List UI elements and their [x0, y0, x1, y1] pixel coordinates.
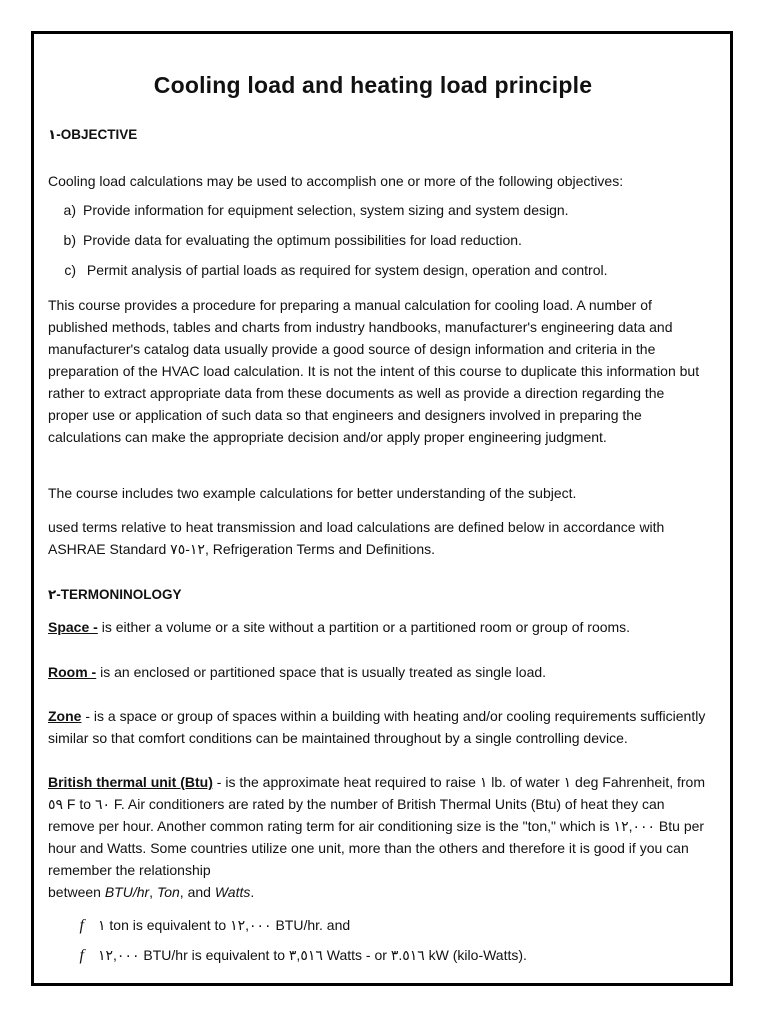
terms-paragraph: used terms relative to heat transmission and load calculations are defined below in accordance with ASHRAE Standard ١٢-٧٥, Refrigeration Terms and Definitions. — [48, 519, 665, 557]
between-text: between — [48, 884, 105, 900]
objective-item-a — [48, 200, 708, 220]
term-room: Room - — [48, 664, 97, 680]
definition-room — [48, 661, 708, 683]
definition-btu — [48, 771, 708, 881]
definition-space — [48, 616, 708, 638]
terminology-heading: ٢-TERMONINOLOGY — [48, 587, 182, 602]
page-frame — [31, 31, 733, 986]
separator: , and — [179, 884, 215, 900]
list-marker: a) — [63, 202, 76, 218]
definition-text: is an enclosed or partitioned space that is usually treated as single load. — [96, 664, 547, 680]
unit-watts: Watts — [214, 884, 251, 900]
bullet-item-1 — [48, 914, 708, 937]
term-btu: British thermal unit (Btu) — [48, 774, 213, 790]
list-marker: b) — [63, 232, 76, 248]
term-zone: Zone — [48, 708, 82, 724]
objective-item-c — [48, 260, 708, 280]
objective-heading: ١-OBJECTIVE — [48, 127, 138, 142]
bullet-item-2 — [48, 944, 708, 967]
list-item-text: Provide data for evaluating the optimum possibilities for load reduction. — [83, 232, 522, 248]
definition-text: - is the approximate heat required to raise ١ lb. of water ١ deg Fahrenheit, from ٥٩ F to ٦٠ F. Air conditioners are rated by the number of British Thermal Units (Btu) of heat they can remove per hour. Another common rating term for air conditioning size is the "ton," which is ١٢,٠٠٠ Btu per hour and Watts. Some countries utilize one unit, more than the others and therefore it is good if you can remember the relationship — [48, 774, 705, 878]
term-space: Space - — [48, 619, 98, 635]
list-item-text: Permit analysis of partial loads as required for system design, operation and control. — [83, 262, 608, 278]
document-title: Cooling load and heating load principle — [153, 72, 593, 98]
bullet-text: ١ ton is equivalent to ١٢,٠٠٠ BTU/hr. and — [98, 917, 351, 933]
separator: , — [149, 884, 157, 900]
unit-btu: BTU/hr — [104, 884, 150, 900]
list-marker: c) — [64, 262, 76, 278]
list-item-text: Provide information for equipment selection, system sizing and system design. — [83, 202, 569, 218]
definition-text: - is a space or group of spaces within a building with heating and/or cooling requirements sufficiently similar so that comfort conditions can be maintained throughout by a single controlling device. — [48, 708, 706, 746]
bullet-marker-icon: f — [79, 917, 84, 934]
definition-text: is either a volume or a site without a partition or a partitioned room or group of rooms. — [97, 619, 631, 635]
objectives-intro: Cooling load calculations may be used to accomplish one or more of the following objectives: — [48, 173, 624, 189]
unit-ton: Ton — [156, 884, 180, 900]
examples-paragraph: The course includes two example calculations for better understanding of the subject. — [48, 485, 577, 501]
units-relationship-line — [48, 881, 708, 903]
bullet-marker-icon: f — [79, 947, 84, 964]
objective-item-b — [48, 230, 708, 250]
definition-zone — [48, 705, 708, 749]
course-paragraph: This course provides a procedure for preparing a manual calculation for cooling load. A number of published methods, tables and charts from industry handbooks, manufacturer's engineering data and manufacturer's catalog data usually provide a good source of design information and criteria in the preparation of the HVAC load calculation. It is not the intent of this course to duplicate this information but rather to extract appropriate data from these documents as well as provide a direction regarding the proper use or application of such data so that engineers and designers involved in preparing the calculations can make the appropriate decision and/or apply proper engineering judgment. — [48, 297, 700, 445]
bullet-text: ١٢,٠٠٠ BTU/hr is equivalent to ٣,٥١٦ Watts - or ٣.٥١٦ kW (kilo-Watts). — [98, 947, 527, 963]
period: . — [250, 884, 255, 900]
